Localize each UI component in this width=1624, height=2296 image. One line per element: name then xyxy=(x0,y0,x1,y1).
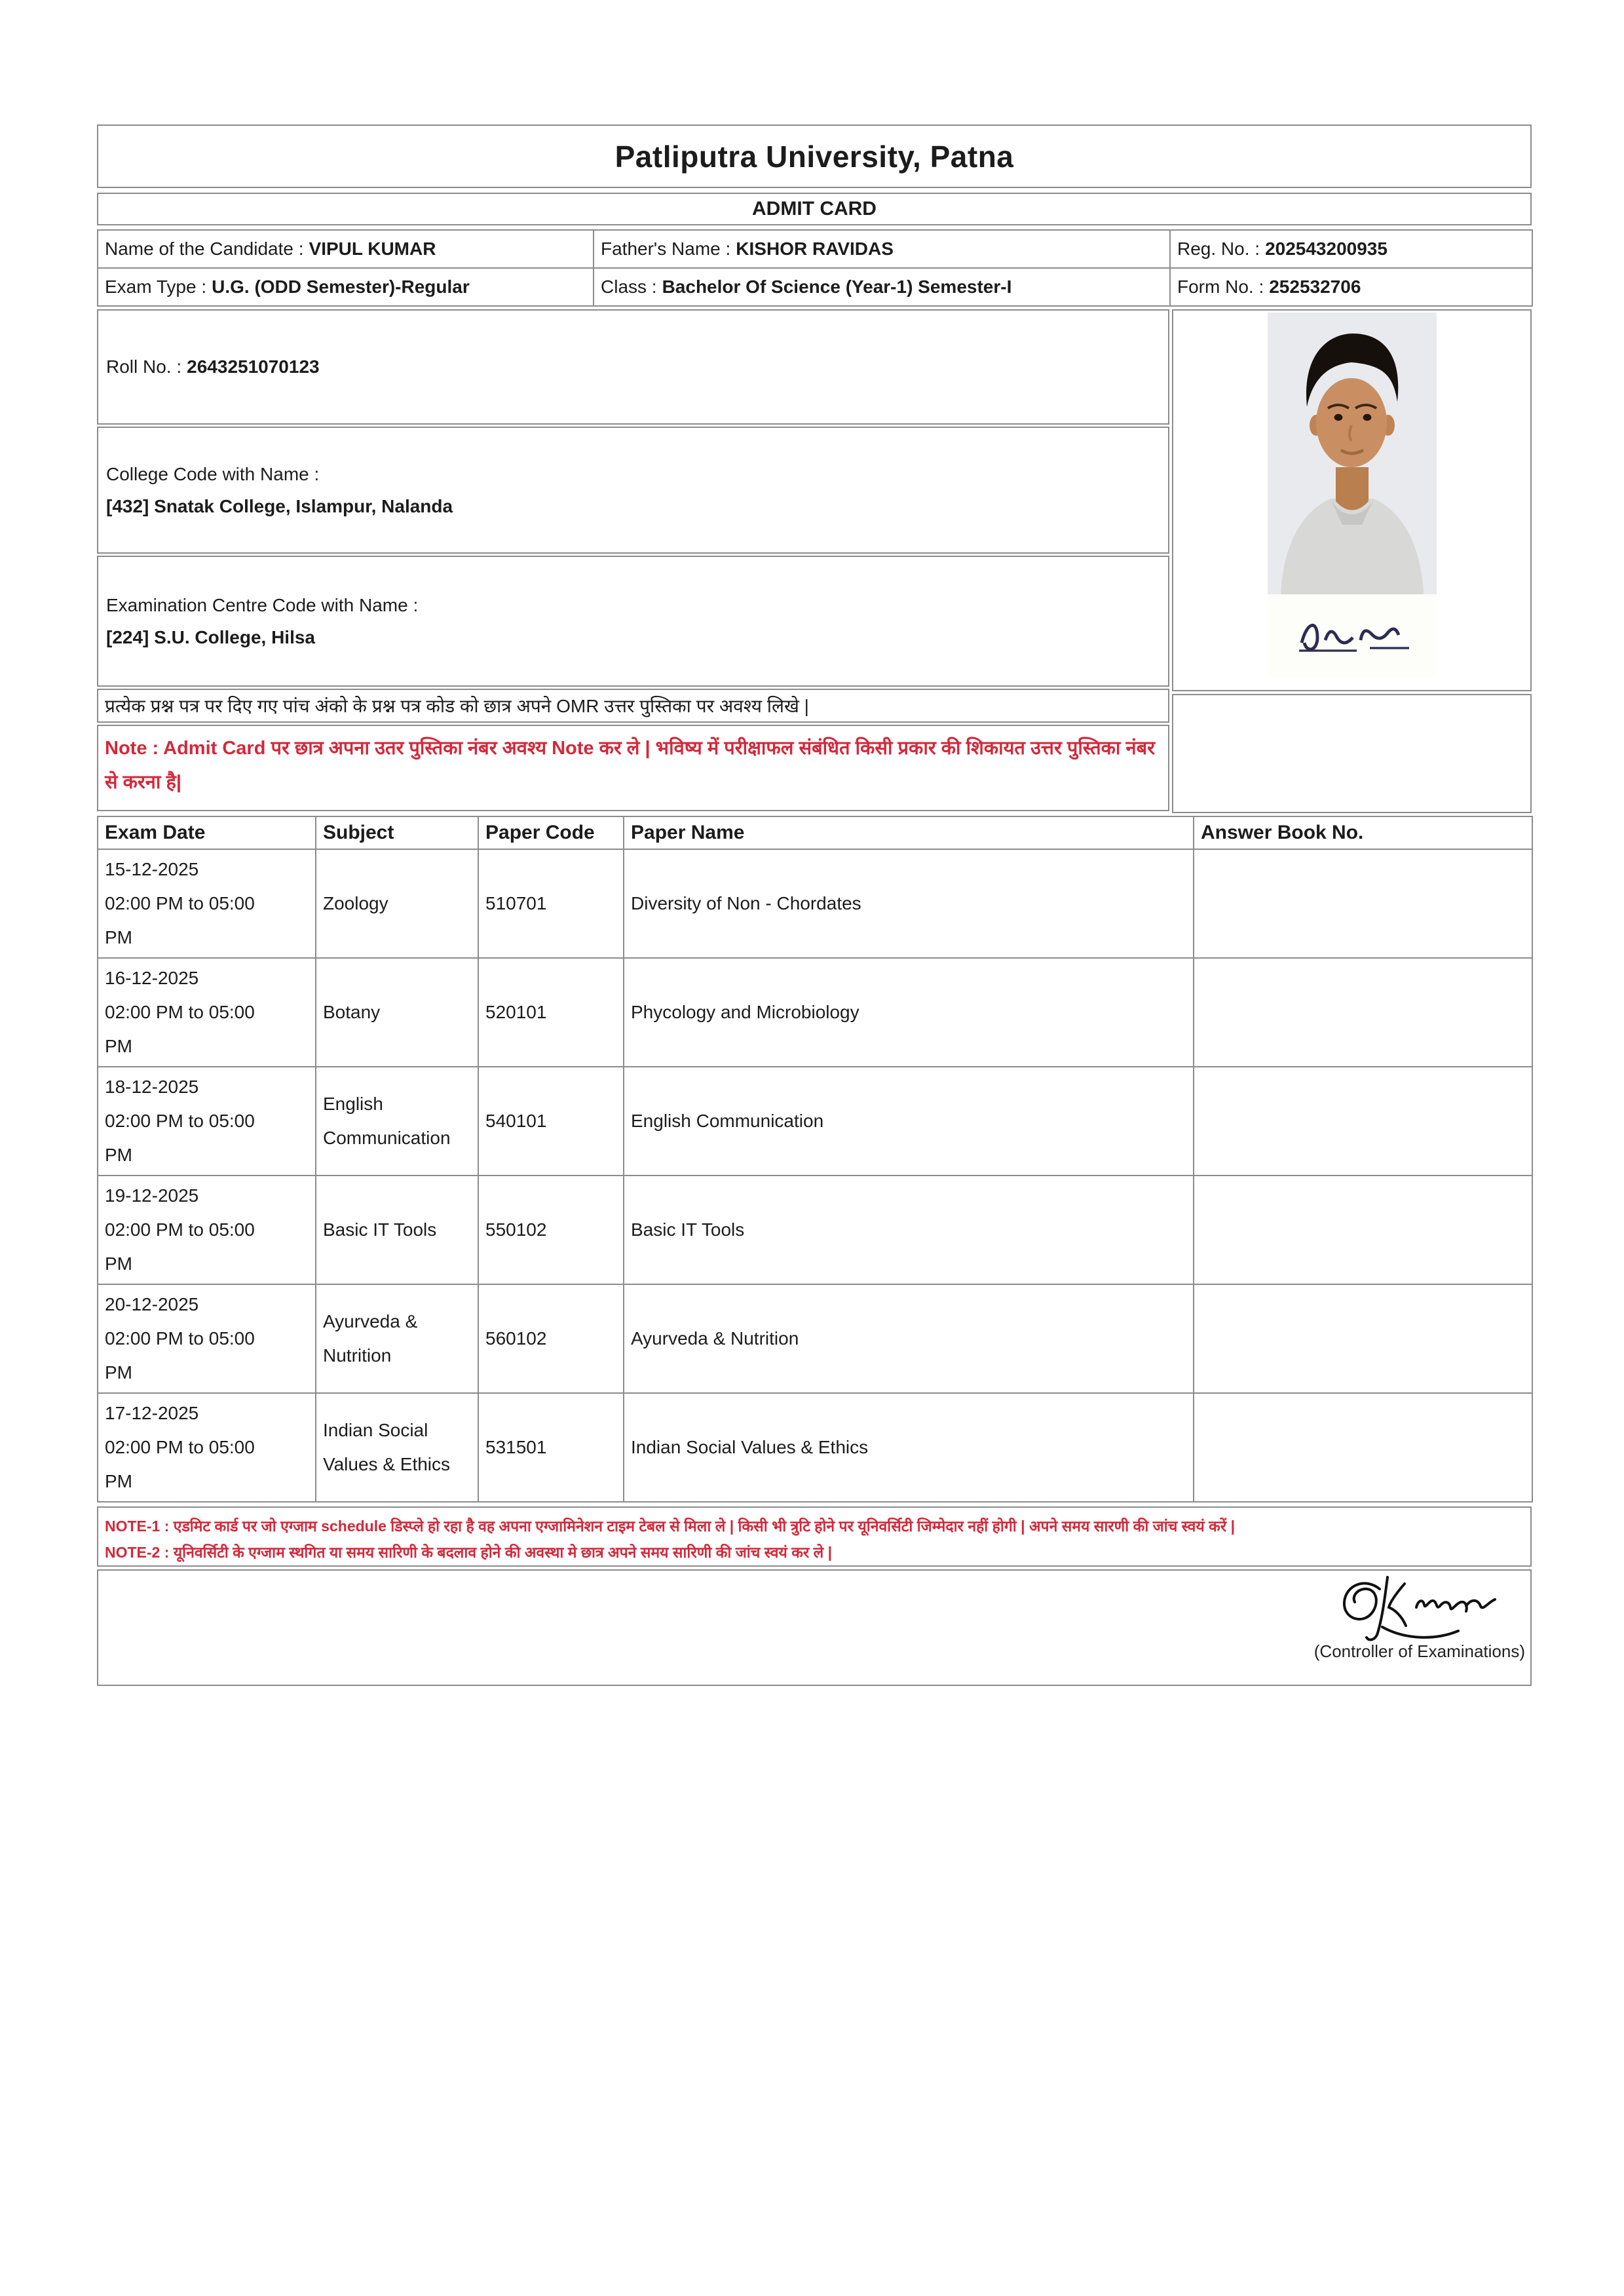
paper-code-cell: 560102 xyxy=(478,1284,624,1393)
candidate-row-1 xyxy=(98,230,1532,268)
reg-no-label: Reg. No. : xyxy=(1177,239,1260,259)
reg-no-cell xyxy=(1170,230,1532,268)
paper-name-cell: Ayurveda & Nutrition xyxy=(624,1284,1194,1393)
exam-date-cell: 16-12-2025 02:00 PM to 05:00 PM xyxy=(98,958,316,1067)
college-value: [432] Snatak College, Islampur, Nalanda xyxy=(106,496,453,516)
answer-book-cell xyxy=(1194,1393,1532,1502)
answer-book-cell xyxy=(1194,1067,1532,1176)
subject-cell: Ayurveda & Nutrition xyxy=(316,1284,478,1393)
form-no-cell xyxy=(1170,268,1532,306)
paper-code-cell: 520101 xyxy=(478,958,624,1067)
exam-centre-box xyxy=(97,556,1169,687)
form-no-label: Form No. : xyxy=(1177,277,1264,297)
controller-signature xyxy=(1323,1575,1520,1643)
exam-date-cell: 17-12-2025 02:00 PM to 05:00 PM xyxy=(98,1393,316,1502)
college-box xyxy=(97,427,1169,554)
schedule-row xyxy=(98,849,1532,958)
signature-box xyxy=(97,1569,1532,1686)
omr-instruction-box: प्रत्येक प्रश्न पत्र पर दिए गए पांच अंको के प्रश्न पत्र कोड को छात्र अपने OMR उत्तर पुस्तिका पर अवश्य लिखे | xyxy=(97,689,1169,723)
exam-type-value: U.G. (ODD Semester)-Regular xyxy=(212,277,470,297)
schedule-row xyxy=(98,1176,1532,1284)
admit-card-banner: ADMIT CARD xyxy=(97,193,1532,225)
father-name-cell xyxy=(594,230,1170,268)
answer-book-cell xyxy=(1194,1284,1532,1393)
answer-book-cell xyxy=(1194,1176,1532,1284)
exam-date-cell: 15-12-2025 02:00 PM to 05:00 PM xyxy=(98,849,316,958)
paper-name-cell: Phycology and Microbiology xyxy=(624,958,1194,1067)
exam-centre-value: [224] S.U. College, Hilsa xyxy=(106,627,315,647)
mid-right-column xyxy=(1172,309,1532,813)
university-title-box xyxy=(97,124,1532,188)
admit-card-document xyxy=(97,124,1532,1686)
subject-cell: Zoology xyxy=(316,849,478,958)
paper-name-cell: English Communication xyxy=(624,1067,1194,1176)
class-label: Class : xyxy=(601,277,657,297)
answer-book-cell xyxy=(1194,958,1532,1067)
subject-cell: Basic IT Tools xyxy=(316,1176,478,1284)
paper-name-cell: Indian Social Values & Ethics xyxy=(624,1393,1194,1502)
exam-type-label: Exam Type : xyxy=(105,277,207,297)
exam-type-cell xyxy=(98,268,594,306)
subject-cell: Botany xyxy=(316,958,478,1067)
subject-cell: Indian Social Values & Ethics xyxy=(316,1393,478,1502)
paper-code-cell: 540101 xyxy=(478,1067,624,1176)
class-cell xyxy=(594,268,1170,306)
header-paper-code: Paper Code xyxy=(478,816,624,849)
paper-code-cell: 510701 xyxy=(478,849,624,958)
father-name-label: Father's Name : xyxy=(601,239,731,259)
mid-section xyxy=(97,309,1532,813)
college-label: College Code with Name : xyxy=(106,464,320,484)
header-paper-name: Paper Name xyxy=(624,816,1194,849)
schedule-header-row xyxy=(98,816,1532,849)
signature-caption: (Controller of Examinations) xyxy=(1313,1641,1525,1661)
answer-book-cell xyxy=(1194,849,1532,958)
header-subject: Subject xyxy=(316,816,478,849)
answer-book-blank-box xyxy=(1172,694,1532,813)
reg-no-value: 202543200935 xyxy=(1265,239,1388,259)
schedule-row xyxy=(98,1067,1532,1176)
header-answer-book-no: Answer Book No. xyxy=(1194,816,1532,849)
father-name-value: KISHOR RAVIDAS xyxy=(736,239,894,259)
paper-name-cell: Basic IT Tools xyxy=(624,1176,1194,1284)
subject-cell: English Communication xyxy=(316,1067,478,1176)
candidate-info-table xyxy=(97,229,1533,307)
exam-date-cell: 19-12-2025 02:00 PM to 05:00 PM xyxy=(98,1176,316,1284)
roll-no-value: 2643251070123 xyxy=(187,356,320,377)
footer-notes-box xyxy=(97,1506,1532,1567)
form-no-value: 252532706 xyxy=(1269,277,1361,297)
paper-code-cell: 550102 xyxy=(478,1176,624,1284)
candidate-name-cell xyxy=(98,230,594,268)
exam-date-cell: 18-12-2025 02:00 PM to 05:00 PM xyxy=(98,1067,316,1176)
roll-no-label: Roll No. : xyxy=(106,356,182,377)
paper-code-cell: 531501 xyxy=(478,1393,624,1502)
exam-centre-label: Examination Centre Code with Name : xyxy=(106,595,419,615)
roll-no-box xyxy=(97,309,1169,425)
class-value: Bachelor Of Science (Year-1) Semester-I xyxy=(662,277,1012,297)
note-2: NOTE-2 : यूनिवर्सिटी के एग्जाम स्थगित या समय सारिणी के बदलाव होने की अवस्था मे छात्र अपने समय सारिणी की जांच स्वयं कर ले | xyxy=(105,1544,833,1561)
candidate-name-label: Name of the Candidate : xyxy=(105,239,304,259)
schedule-row xyxy=(98,1393,1532,1502)
paper-name-cell: Diversity of Non - Chordates xyxy=(624,849,1194,958)
candidate-row-2 xyxy=(98,268,1532,306)
candidate-photo-box xyxy=(1172,309,1532,691)
candidate-photo xyxy=(1268,313,1437,677)
exam-schedule-table xyxy=(97,816,1533,1502)
schedule-row xyxy=(98,1284,1532,1393)
booklet-note-box: Note : Admit Card पर छात्र अपना उतर पुस्तिका नंबर अवश्य Note कर ले | भविष्य में परीक्षाफल संबंधित किसी प्रकार की शिकायत उत्तर पुस्तिका नंबर से करना है| xyxy=(97,725,1169,811)
candidate-name-value: VIPUL KUMAR xyxy=(309,239,436,259)
header-exam-date: Exam Date xyxy=(98,816,316,849)
exam-date-cell: 20-12-2025 02:00 PM to 05:00 PM xyxy=(98,1284,316,1393)
university-title: Patliputra University, Patna xyxy=(614,139,1014,174)
mid-left-column xyxy=(97,309,1169,813)
schedule-row xyxy=(98,958,1532,1067)
schedule-table-body xyxy=(98,849,1532,1502)
note-1: NOTE-1 : एडमिट कार्ड पर जो एग्जाम schedule डिस्प्ले हो रहा है वह अपना एग्जामिनेशन टाइम टेबल से मिला ले | किसी भी त्रुटि होने पर यूनिवर्सिटी जिम्मेदार नहीं होगी | अपने समय सारणी की जांच स्वयं करें | xyxy=(105,1518,1236,1535)
